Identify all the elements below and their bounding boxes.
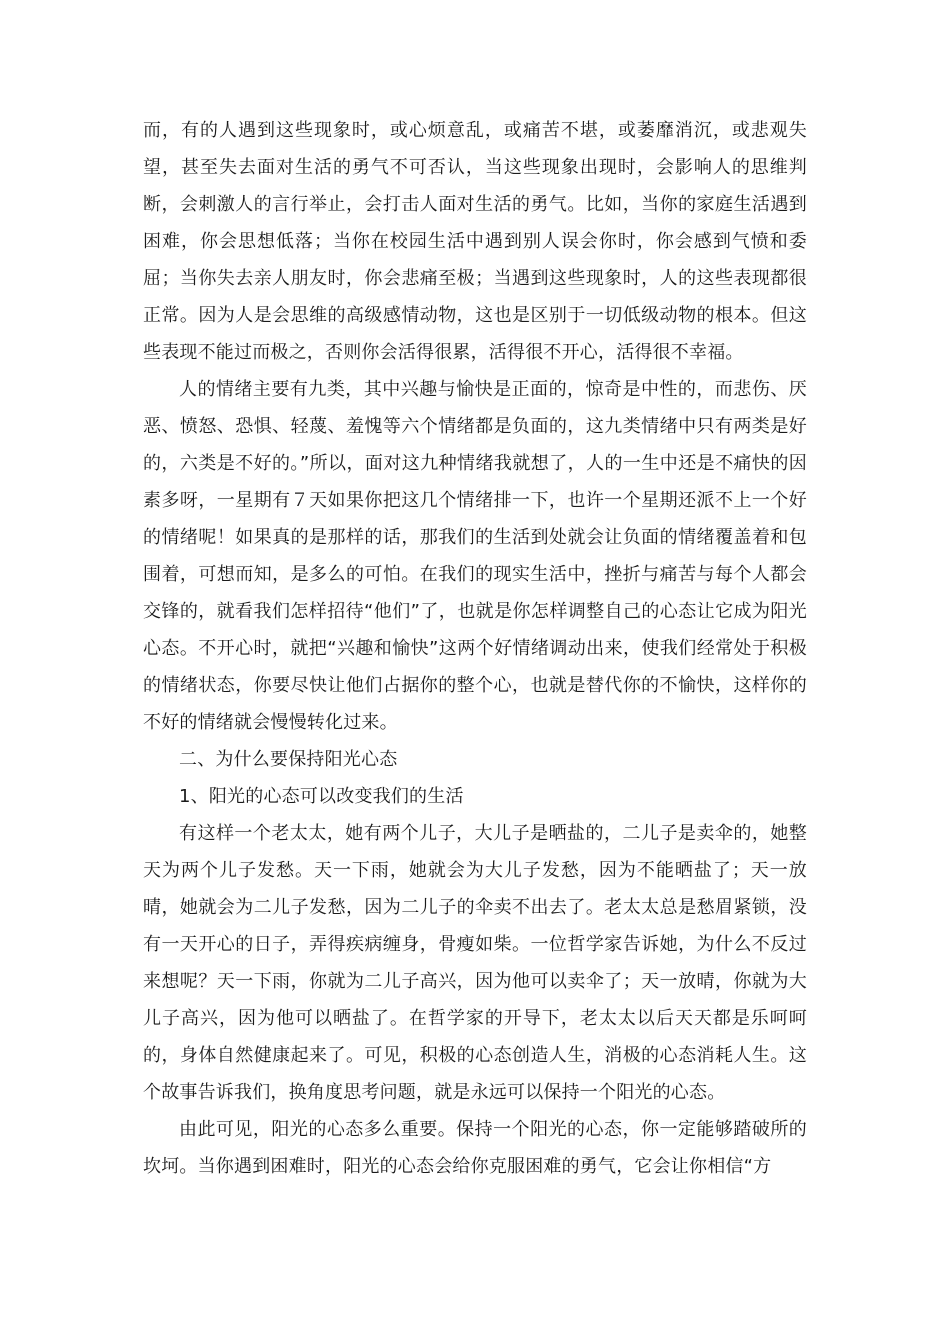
body-paragraph: 由此可见，阳光的心态多么重要。保持一个阳光的心态，你一定能够踏破所的坎坷。当你遇到困难时，阳光的心态会给你克服困难的勇气，它会让你相信“方 [143, 1119, 807, 1177]
body-paragraph: 有这样一个老太太，她有两个儿子，大儿子是晒盐的，二儿子是卖伞的，她整天为两个儿子发愁。天一下雨，她就会为大儿子发愁，因为不能晒盐了；天一放晴，她就会为二儿子发愁，因为二儿子的伞卖不出去了。老太太总是愁眉紧锁，没有一天开心的日子，弄得疾病缠身，骨瘦如柴。一位哲学家告诉她，为什么不反过来想呢？天一下雨，你就为二儿子高兴，因为他可以卖伞了；天一放晴，你就为大儿子高兴，因为他可以晒盐了。在哲学家的开导下，老太太以后天天都是乐呵呵的，身体自然健康起来了。可见，积极的心态创造人生，消极的心态消耗人生。这个故事告诉我们，换角度思考问题，就是永远可以保持一个阳光的心态。 [143, 823, 807, 1103]
section-heading: 二、为什么要保持阳光心态 [179, 749, 398, 770]
body-paragraph: 人的情绪主要有九类，其中兴趣与愉快是正面的，惊奇是中性的，而悲伤、厌恶、愤怒、恐惧、轻蔑、羞愧等六个情绪都是负面的，这九类情绪中只有两类是好的，六类是不好的。”所以，面对这九种情绪我就想了，人的一生中还是不痛快的因素多呀，一星期有７天如果你把这几个情绪排一下，也许一个星期还派不上一个好的情绪呢！如果真的是那样的话，那我们的生活到处就会让负面的情绪覆盖着和包围着，可想而知，是多么的可怕。在我们的现实生活中，挫折与痛苦与每个人都会交锋的，就看我们怎样招待“他们”了，也就是你怎样调整自己的心态让它成为阳光心态。不开心时，就把“兴趣和愉快”这两个好情绪调动出来，使我们经常处于积极的情绪状态，你要尽快让他们占据你的整个心，也就是替代你的不愉快，这样你的不好的情绪就会慢慢转化过来。 [143, 379, 807, 733]
body-paragraph: 而，有的人遇到这些现象时，或心烦意乱，或痛苦不堪，或萎靡消沉，或悲观失望，甚至失去面对生活的勇气不可否认，当这些现象出现时，会影响人的思维判断，会刺激人的言行举止，会打击人面对生活的勇气。比如，当你的家庭生活遇到困难，你会思想低落；当你在校园生活中遇到别人误会你时，你会感到气愤和委屈；当你失去亲人朋友时，你会悲痛至极；当遇到这些现象时，人的这些表现都很正常。因为人是会思维的高级感情动物，这也是区别于一切低级动物的根本。但这些表现不能过而极之，否则你会活得很累，活得很不开心，活得很不幸福。 [143, 120, 807, 363]
subsection-heading: 1、阳光的心态可以改变我们的生活 [179, 786, 464, 807]
